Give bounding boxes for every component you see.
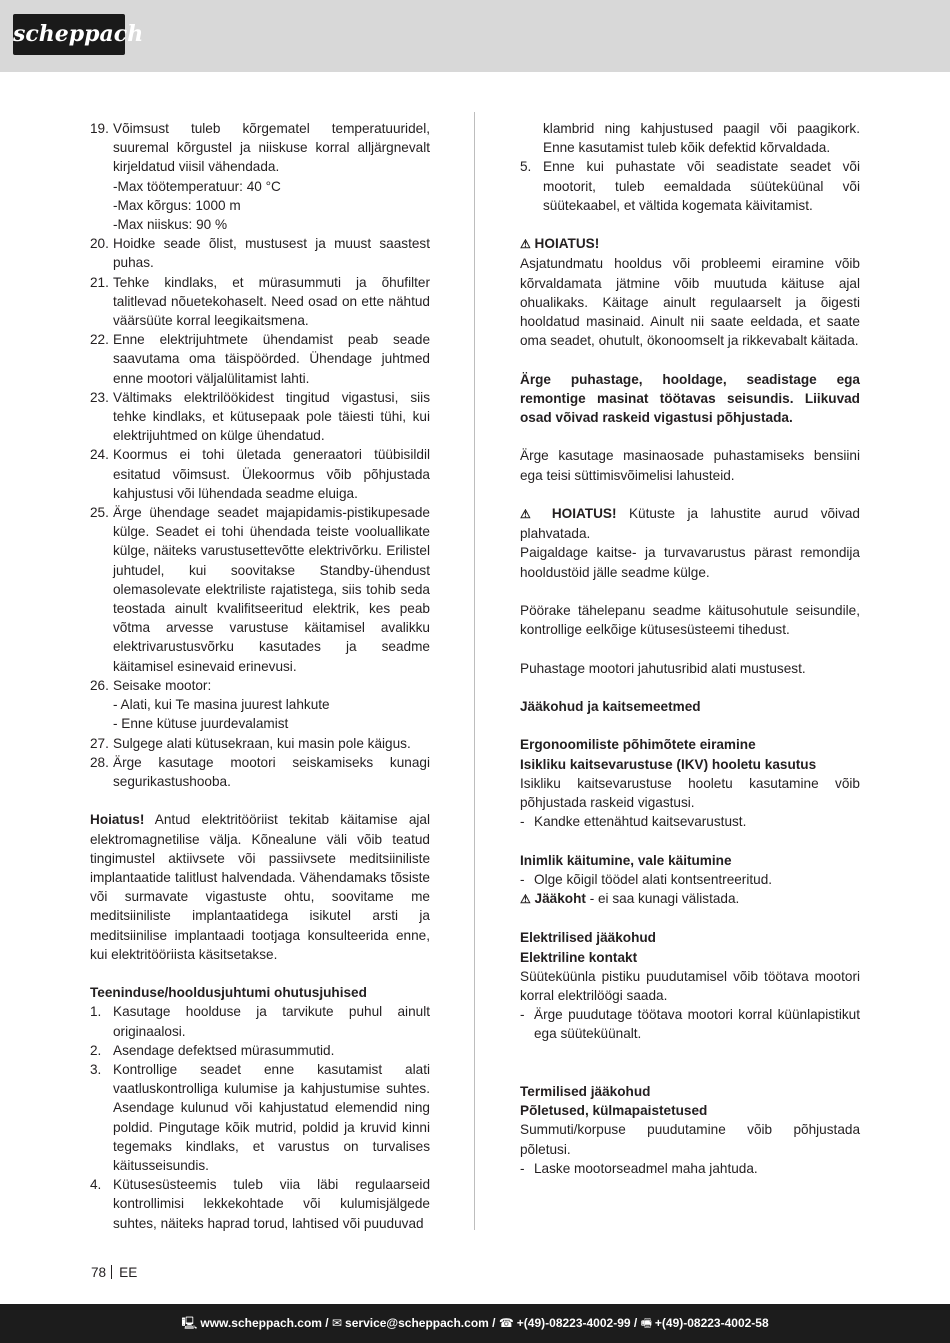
human-behaviour-heading: Inimlik käitumine, vale käitumine — [520, 852, 732, 868]
spec-humidity: -Max niiskus: 90 % — [113, 217, 228, 233]
ergonomics-heading: Ergonoomiliste põhimõtete eiramine — [520, 737, 756, 753]
left-column — [90, 119, 430, 1233]
service-item-1: 1. Kasutage hoolduse ja tarvikute puhul ainult originaalosi. — [90, 1004, 430, 1039]
header-band — [0, 0, 950, 72]
email-link[interactable]: service@scheppach.com / — [345, 1316, 496, 1330]
service-item-3: 3. Kontrollige seadet enne kasutamist alati vaatluskontrolliga kulumise ja kahjustumise suhtes. Asendage kulunud või kahjustatud elemendid ning poldid. Pingutage kõik mutrid, poldid ja kruvid kinni tegemaks kindlaks, et varustus on turvalises käitusseisundis. — [90, 1061, 430, 1173]
emf-warning: Hoiatus! Antud elektritööriist tekitab käitamise ajal elektromagnetilise välja. Kõnealune väli võib teatud tingimustel aktiivsete või passiivsete meditsiiniliste implantaatide talitlust halvendada. Vähendamaks tõsiste või surmavate vigastuste ohtu, soovitame me meditsiiniliste implantaatidega isikutel arsti ja meditsiinilise implantaadi tootjaga konsulteerida enne, kui elektritööriista käsitsetakse. — [90, 812, 430, 962]
list-item-27: 27. Sulgege alati kütusekraan, kui masin pole käigus. — [90, 735, 411, 751]
warning-icon: ⚠ — [520, 237, 531, 252]
list-item-22: 22. Enne elektrijuhtmete ühendamist peab seade saavutama oma täispöörded. Ühendage juhtmed enne mootori väljalülitamist lahti. — [90, 332, 430, 386]
service-item-2: 2. Asendage defektsed mürasummutid. — [90, 1042, 335, 1058]
paigaldage-paragraph: Paigaldage kaitse- ja turvavarustus pärast remondija hooldustöid jälle seadme külge. — [520, 545, 860, 580]
spec-temperature: -Max töötemperatuur: 40 °C — [113, 178, 281, 194]
service-heading: Teeninduse/hooldusjuhtumi ohutusjuhised — [90, 985, 367, 1001]
electrical-contact-heading: Elektriline kontakt — [520, 949, 638, 965]
list-item-21: 21. Tehke kindlaks, et mürasummuti ja õhufilter talitlevad nõuetekohaselt. Need osad on ette nähtud väärsüüte korral leegikaitsmena. — [90, 274, 430, 329]
list-item-20: 20. Hoidke seade õlist, mustusest ja muust saastest puhas. — [90, 236, 430, 271]
ppe-text: Isikliku kaitsevarustuse hooletu kasutamine võib põhjustada raskeid vigastusi. — [520, 775, 860, 810]
stop-condition-1: - Alati, kui Te masina juurest lahkute — [113, 697, 330, 713]
ppe-heading: Isikliku kaitsevarustuse (IKV) hooletu kasutus — [520, 756, 817, 772]
bold-warning-paragraph: Ärge puhastage, hooldage, seadistage ega remontige masinat töötavas seisundis. Liikuvad osad võivad raskeid vigastusi põhjustada. — [520, 371, 860, 426]
page-number-footer — [91, 1265, 137, 1280]
website-link[interactable]: www.scheppach.com / — [200, 1316, 329, 1330]
list-item-26: 26. Seisake mootor: - Alati, kui Te masina juurest lahkute - Enne kütuse juurdevalamist — [90, 676, 430, 734]
benzin-paragraph: Ärge kasutage masinaosade puhastamiseks bensiini ega teisi süttimisvõimelisi lahusteid. — [520, 448, 860, 483]
warning-icon: ⚠ — [520, 891, 531, 906]
footer-divider — [111, 1265, 112, 1279]
service-item-4-continued: klambrid ning kahjustused paagil või paagikork. Enne kasutamist tuleb kõik defektid kõrvaldada. — [543, 121, 860, 156]
service-item-5: 5. Enne kui puhastate või seadistate seadet või mootorit, tuleb eemaldada süüteküünal või süütekaabel, et vältida kogemata käivitamist. — [520, 159, 860, 213]
list-item-23: 23. Vältimaks elektrilöökidest tingitud vigastusi, siis tehke kindlaks, et kütusepaak pole täiesti tühi, kui elektrijuhtmed on külge ühendatud. — [90, 389, 430, 444]
phone-icon: ☎ — [498, 1316, 514, 1330]
electrical-text: Süüteküünla pistiku puudutamisel võib töötava mootori korral elektrilöögi saada. — [520, 968, 860, 1003]
computer-icon: 🖳 — [181, 1316, 198, 1330]
page-number: 78 — [91, 1265, 107, 1280]
list-item-24: 24. Koormus ei tohi ületada generaatori tüübisildil esitatud võimsust. Ülekoormus võib põhjustada kahjustusi või lühendada seadme eluiga. — [90, 447, 430, 501]
language-code: EE — [119, 1265, 138, 1280]
burns-heading: Põletused, külmapaistetused — [520, 1103, 708, 1119]
fax-icon: 🖷 — [640, 1316, 652, 1330]
phone-number: +(49)-08223-4002-99 / — [516, 1316, 638, 1330]
thermal-text: Summuti/korpuse puudutamine võib põhjustada põletusi. — [520, 1122, 860, 1157]
thermal-bullet: - Laske mootorseadmel maha jahtuda. — [520, 1160, 758, 1176]
ppe-bullet: - Kandke ettenähtud kaitsevarustust. — [520, 814, 747, 830]
list-item-25: 25. Ärge ühendage seadet majapidamis-pistikupesade külge. Seadet ei tohi ühendada teiste vooluallikate külge, näiteks varustusettevõtte elektrivõrku. Erilistel juhtudel, kui soovitakse Standby-ühendust olemasolevate elektriliste rajatistega, siis tohib seda teostada ainult kvalifitseeritud elektrik, kes peab võtma arvesse varustuse käitamisel avalikku elektrivarustusvõrku kasutades ja seadme käitamisel esinevaid erinevusi. — [90, 505, 430, 674]
list-item-28: 28. Ärge kasutage mootori seiskamiseks kunagi segurikastushooba. — [90, 754, 430, 789]
human-behaviour-bullet: - Olge kõigil töödel alati kontsentreeritud. — [520, 871, 773, 887]
vapour-warning: ⚠ HOIATUS! Kütuste ja lahustite aurud võivad plahvatada. — [520, 506, 860, 542]
thermal-risks-heading: Termilised jääkohud — [520, 1083, 651, 1099]
stop-condition-2: - Enne kütuse juurdevalamist — [113, 716, 289, 732]
right-column — [520, 119, 860, 1178]
warning-icon: ⚠ — [520, 507, 540, 521]
column-divider — [474, 112, 475, 1230]
hoiatus-text: Asjatundmatu hooldus või probleemi eiramine võib kõrvaldamata jätmine võib muutuda käituse ajal ohualikaks. Käitage ainult regulaarselt ja õigesti hooldatud masinaid. Ainult nii saate eeldada, et saate oma seadet, ohutult, ökonoomselt ja rikkevabalt käitada. — [520, 256, 860, 349]
contact-footer — [0, 1304, 950, 1343]
fax-number: +(49)-08223-4002-58 — [654, 1316, 769, 1330]
service-item-4: 4. Kütusesüsteemis tuleb viia läbi regulaarseid kontrollimisi lekkekohtade või kulumisjälgede suhtes, näiteks haprad torud, lahtised või puuduvad — [90, 1177, 430, 1231]
scheppach-logo: scheppach — [13, 14, 125, 55]
electrical-bullet: - Ärge puudutage töötava mootori korral küünlapistikut ega süüteküünalt. — [520, 1007, 860, 1042]
residual-risk-note: ⚠ Jääkoht - ei saa kunagi välistada. — [520, 890, 740, 906]
spec-altitude: -Max kõrgus: 1000 m — [113, 197, 241, 213]
residual-risks-heading: Jääkohud ja kaitsemeetmed — [520, 698, 701, 714]
poorake-paragraph: Pöörake tähelepanu seadme käitusohutule seisundile, kontrollige eelkõige kütusesüsteemi tihedust. — [520, 603, 860, 638]
electrical-risks-heading: Elektrilised jääkohud — [520, 930, 656, 946]
list-item-19: 19. Võimsust tuleb kõrgematel temperatuuridel, suuremal kõrgustel ja niiskuse korral alljärgnevalt kirjeldatud viisil vähendada. -Max töötemperatuur: 40 °C -Max kõrgus: 1000 m -Max niiskus: 90 % — [90, 119, 430, 234]
email-icon: ✉ — [331, 1316, 343, 1330]
hoiatus-heading: ⚠ HOIATUS! — [520, 236, 600, 252]
puhastage-paragraph: Puhastage mootori jahutusribid alati mustusest. — [520, 660, 806, 676]
